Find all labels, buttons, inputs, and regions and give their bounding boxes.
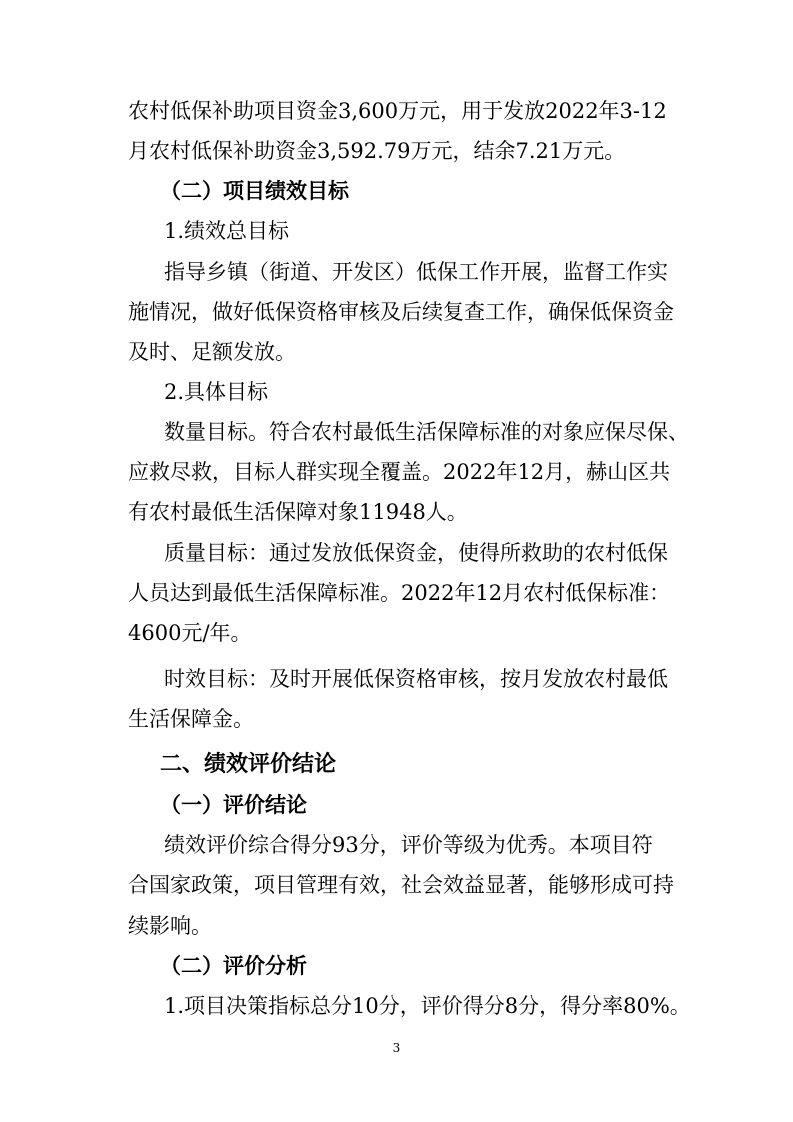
paragraph-line: 数量目标。符合农村最低生活保障标准的对象应保尽保、 xyxy=(164,420,689,444)
paragraph-line: 1.绩效总目标 xyxy=(164,219,290,243)
paragraph-line: 时效目标：及时开展低保资格审核，按月发放农村最低 xyxy=(164,667,668,691)
paragraph-line: 质量目标：通过发放低保资金，使得所救助的农村低保 xyxy=(164,541,668,565)
paragraph-line: 4600元/年。 xyxy=(128,621,252,645)
paragraph-line: 1.项目决策指标总分10分，评价得分8分，得分率80%。 xyxy=(164,994,691,1018)
paragraph-line: 人员达到最低生活保障标准。2022年12月农村低保标准： xyxy=(128,581,671,605)
paragraph-line: 指导乡镇（街道、开发区）低保工作开展，监督工作实 xyxy=(164,260,668,284)
paragraph-line: 月农村低保补助资金3,592.79万元，结余7.21万元。 xyxy=(128,139,626,163)
paragraph-line: 续影响。 xyxy=(128,914,212,938)
paragraph-line: 绩效评价综合得分93分，评价等级为优秀。本项目符 xyxy=(164,833,653,857)
paragraph-line: 生活保障金。 xyxy=(128,707,254,731)
subsection-heading-goals: （二）项目绩效目标 xyxy=(160,179,349,203)
page-number: 3 xyxy=(392,1041,401,1055)
paragraph-line: 农村低保补助项目资金3,600万元，用于发放2022年3-12 xyxy=(128,99,667,123)
paragraph-line: 及时、足额发放。 xyxy=(128,340,296,364)
paragraph-line: 应救尽救，目标人群实现全覆盖。2022年12月，赫山区共 xyxy=(128,460,671,484)
subsection-heading-conclusion: （一）评价结论 xyxy=(160,793,307,817)
subsection-heading-analysis: （二）评价分析 xyxy=(160,954,307,978)
paragraph-line: 有农村最低生活保障对象11948人。 xyxy=(128,500,468,524)
paragraph-line: 合国家政策，项目管理有效，社会效益显著，能够形成可持 xyxy=(128,873,674,897)
paragraph-line: 施情况，做好低保资格审核及后续复查工作，确保低保资金 xyxy=(128,300,674,324)
paragraph-line: 2.具体目标 xyxy=(164,380,269,404)
section-heading-conclusion: 二、绩效评价结论 xyxy=(160,752,337,777)
